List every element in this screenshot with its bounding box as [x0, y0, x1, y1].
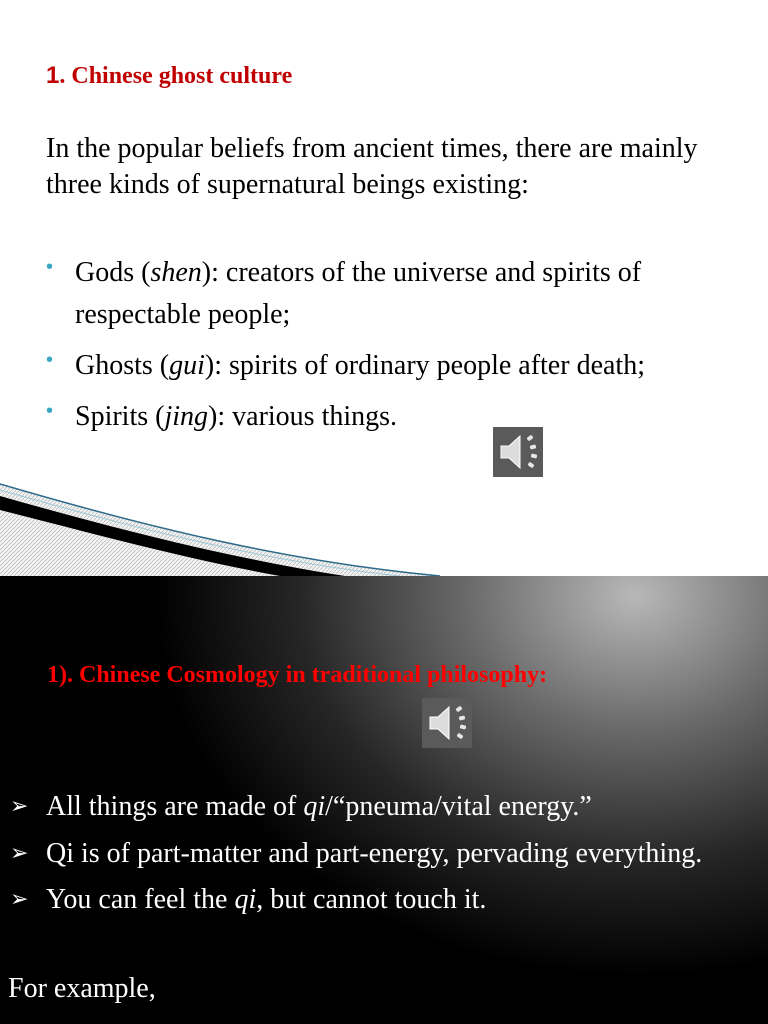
list-item: • Ghosts (gui): spirits of ordinary people after death;: [46, 345, 736, 387]
example-label: For example,: [8, 973, 156, 1004]
list-item: • Spirits (jing): various things.: [46, 396, 736, 438]
slide1-title: [46, 62, 292, 90]
bullet-dot-icon: •: [46, 349, 54, 371]
arrow-bullet-icon: ➢: [10, 840, 29, 866]
arrow-bullet-icon: ➢: [10, 794, 29, 819]
list-item: ➢ Qi is of part-matter and part-energy, pervading everything.: [10, 831, 760, 878]
term: qi: [303, 791, 326, 822]
bullet-dot-icon: •: [46, 256, 54, 278]
decorative-swoosh: [0, 470, 768, 576]
term: gui: [169, 350, 205, 381]
term: jing: [164, 401, 209, 432]
list-item: ➢ All things are made of qi/“pneuma/vital energy.”: [10, 784, 760, 831]
speaker-audio-icon[interactable]: [422, 698, 472, 748]
slide1-bullet-list: [46, 252, 736, 447]
title-text: . Chinese ghost culture: [59, 63, 293, 89]
list-item: ➢ You can feel the qi, but cannot touch it.: [10, 877, 760, 924]
term: qi: [234, 884, 257, 915]
slide1-intro: In the popular beliefs from ancient times, there are mainly three kinds of supernatural beings existing:: [46, 133, 698, 200]
slide2-title: 1). Chinese Cosmology in traditional philosophy:: [47, 662, 548, 688]
slide2-bullet-list: [10, 784, 760, 924]
list-item: • Gods (shen): creators of the universe and spirits of respectable people;: [46, 252, 736, 336]
slide-2: [0, 576, 768, 1024]
term: shen: [150, 257, 202, 288]
title-number: 1: [46, 62, 60, 89]
bullet-dot-icon: •: [46, 400, 54, 422]
arrow-bullet-icon: ➢: [10, 887, 29, 912]
